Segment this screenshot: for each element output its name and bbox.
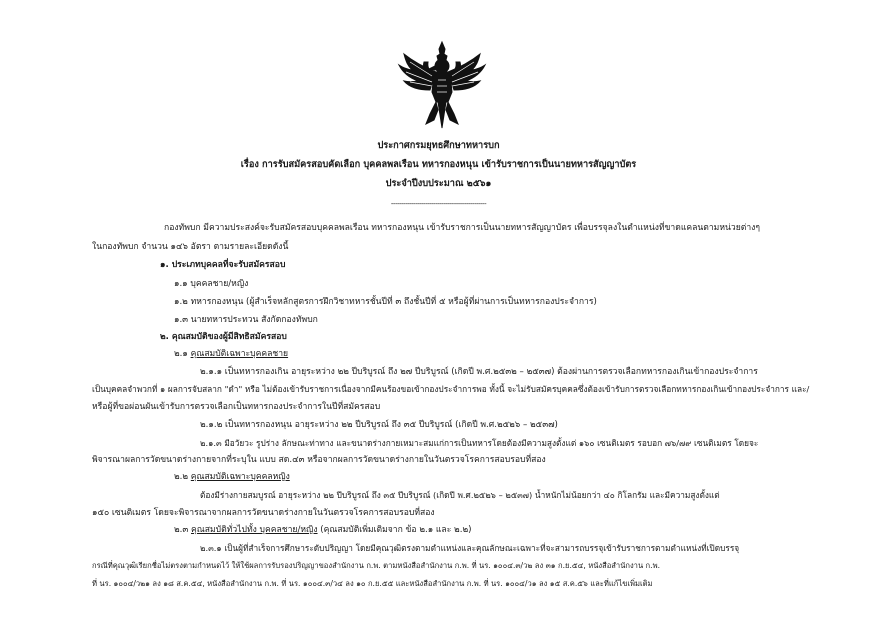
paragraph-2-2-line-2: ๑๕๐ เซนติเมตร โดยจะพิจารณาจากผลการวัดขนาดร่างกายในวันตรวจโรคการสอบรอบที่สอง bbox=[92, 508, 435, 518]
garuda-emblem-icon bbox=[396, 40, 488, 130]
paragraph-2-1-1-line-2: เป็นบุคคลจำพวกที่ ๑ ผลการจับสลาก "ดำ" หรือ ไม่ต้องเข้ารับราชการเนื่องจากมีคนร้องขอเข้ากองประจำการพอ ทั้งนี้ จะไม่รับสมัครบุคคลซึ่งต้องเข้ารับการตรวจเลือกทหารกองเกินเข้ากองประจำการ และ/ bbox=[92, 384, 810, 394]
paragraph-2-2-line-1: ต้องมีร่างกายสมบูรณ์ อายุระหว่าง ๒๒ ปีบริบูรณ์ ถึง ๓๕ ปีบริบูรณ์ (เกิดปี พ.ศ.๒๕๒๖ – ๒๕๓๗) น้ำหนักไม่น้อยกว่า ๔๐ กิโลกรัม และมีความสูงตั้งแต่ bbox=[200, 490, 720, 500]
section-1-item-1: ๑.๑ บุคคลชาย/หญิง bbox=[174, 279, 249, 289]
subsection-note: (คุณสมบัติเพิ่มเติมจาก ข้อ ๒.๑ และ ๒.๒) bbox=[320, 525, 472, 535]
subsection-title: คุณสมบัติทั่วไปทั้ง บุคคลชาย/หญิง bbox=[191, 525, 318, 535]
paragraph-2-3-1-line-1: ๒.๓.๑ เป็นผู้ที่สำเร็จการศึกษาระดับปริญญา โดยมีคุณวุฒิตรงตามตำแหน่งและคุณลักษณะเฉพาะที่จะสามารถบรรจุเข้ารับราชการตามตำแหน่งที่เปิดบรรจุ bbox=[200, 543, 740, 553]
paragraph-2-3-1-line-2: กรณีที่คุณวุฒิเรียกชื่อไม่ตรงตามกำหนดไว้ ให้ใช้ผลการรับรองปริญญาของสำนักงาน ก.พ. ตามหนังสือสำนักงาน ก.พ. ที่ นร. ๑๐๐๔.๓/ว๒ ลง ๓๑ ก.ย.๕๔, หนังสือสำนักงาน ก.พ. bbox=[92, 561, 660, 570]
subsection-2-2-heading bbox=[174, 471, 290, 483]
section-1-item-3: ๑.๓ นายทหารประทวน สังกัดกองทัพบก bbox=[174, 315, 318, 325]
subsection-title: คุณสมบัติเฉพาะบุคคลหญิง bbox=[190, 472, 290, 482]
subsection-2-3-heading bbox=[174, 524, 471, 536]
document-title: ประกาศกรมยุทธศึกษาทหารบก bbox=[377, 140, 500, 151]
section-2-title: ๒. คุณสมบัติของผู้มีสิทธิสมัครสอบ bbox=[160, 332, 287, 342]
separator-line: ----------------------------------------------- bbox=[390, 200, 487, 208]
subsection-title: คุณสมบัติเฉพาะบุคคลชาย bbox=[190, 349, 289, 359]
section-1-item-2: ๑.๒ ทหารกองหนุน (ผู้สำเร็จหลักสูตรการฝึกวิชาทหารชั้นปีที่ ๓ ถึงชั้นปีที่ ๕ หรือผู้ที่ผ่านการเป็นทหารกองประจำการ) bbox=[174, 297, 597, 307]
fiscal-year: ประจำปีงบประมาณ ๒๕๖๑ bbox=[385, 178, 492, 189]
subsection-2-1-heading bbox=[174, 348, 288, 360]
document-subject: เรื่อง การรับสมัครสอบคัดเลือก บุคคลพลเรือน ทหารกองหนุน เข้ารับราชการเป็นนายทหารสัญญาบัตร bbox=[240, 159, 637, 170]
paragraph-2-1-1-line-1: ๒.๑.๑ เป็นทหารกองเกิน อายุระหว่าง ๒๒ ปีบริบูรณ์ ถึง ๒๗ ปีบริบูรณ์ (เกิดปี พ.ศ.๒๕๓๒ – ๒๕๓๗) ต้องผ่านการตรวจเลือกทหารกองเกินเข้ากองประจำการ bbox=[200, 367, 758, 377]
subsection-number: ๒.๑ bbox=[174, 349, 188, 359]
paragraph-2-3-1-line-3: ที่ นร. ๑๐๐๔/ว๒๑ ลง ๑๘ ส.ค.๕๔, หนังสือสำนักงาน ก.พ. ที่ นร. ๑๐๐๔.๓/ว๔ ลง ๑๐ ก.ย.๕๕ และหนังสือสำนักงาน ก.พ. ที่ นร. ๑๐๐๔/ว๑ ลง ๑๕ ส.ค.๕๖ และที่แก้ไขเพิ่มเติม bbox=[92, 579, 653, 588]
paragraph-2-1-3-line-2: พิจารณาผลการวัดขนาดร่างกายจากที่ระบุใน แบบ สด.๔๓ หรือจากผลการวัดขนาดร่างกายในวันตรวจโรคการสอบรอบที่สอง bbox=[92, 455, 546, 465]
paragraph-2-1-1-line-3: หรือผู้ที่ขอผ่อนผันเข้ารับการตรวจเลือกเป็นทหารกองประจำการในปีที่สมัครสอบ bbox=[92, 402, 381, 412]
paragraph-2-1-2: ๒.๑.๒ เป็นทหารกองหนุน อายุระหว่าง ๒๒ ปีบริบูรณ์ ถึง ๓๕ ปีบริบูรณ์ (เกิดปี พ.ศ.๒๕๒๖ – ๒๕๓๗) bbox=[200, 420, 558, 430]
paragraph-2-1-3-line-1: ๒.๑.๓ มีอวัยวะ รูปร่าง ลักษณะท่าทาง และขนาดร่างกายเหมาะสมแก่การเป็นทหารโดยต้องมีความสูงตั้งแต่ ๑๖๐ เซนติเมตร รอบอก ๗๖/๗๙ เซนติเมตร โดยจะ bbox=[200, 438, 759, 448]
intro-line-2: ในกองทัพบก จำนวน ๑๔๖ อัตรา ตามรายละเอียดดังนี้ bbox=[92, 242, 289, 252]
intro-line-1: กองทัพบก มีความประสงค์จะรับสมัครสอบบุคคลพลเรือน ทหารกองหนุน เข้ารับราชการเป็นนายทหารสัญญาบัตร เพื่อบรรจุลงในตำแหน่งที่ขาดแคลนตามหน่วยต่างๆ bbox=[164, 223, 760, 233]
subsection-number: ๒.๒ bbox=[174, 472, 189, 482]
subsection-number: ๒.๓ bbox=[174, 525, 189, 535]
section-1-title: ๑. ประเภทบุคคลที่จะรับสมัครสอบ bbox=[160, 260, 286, 270]
